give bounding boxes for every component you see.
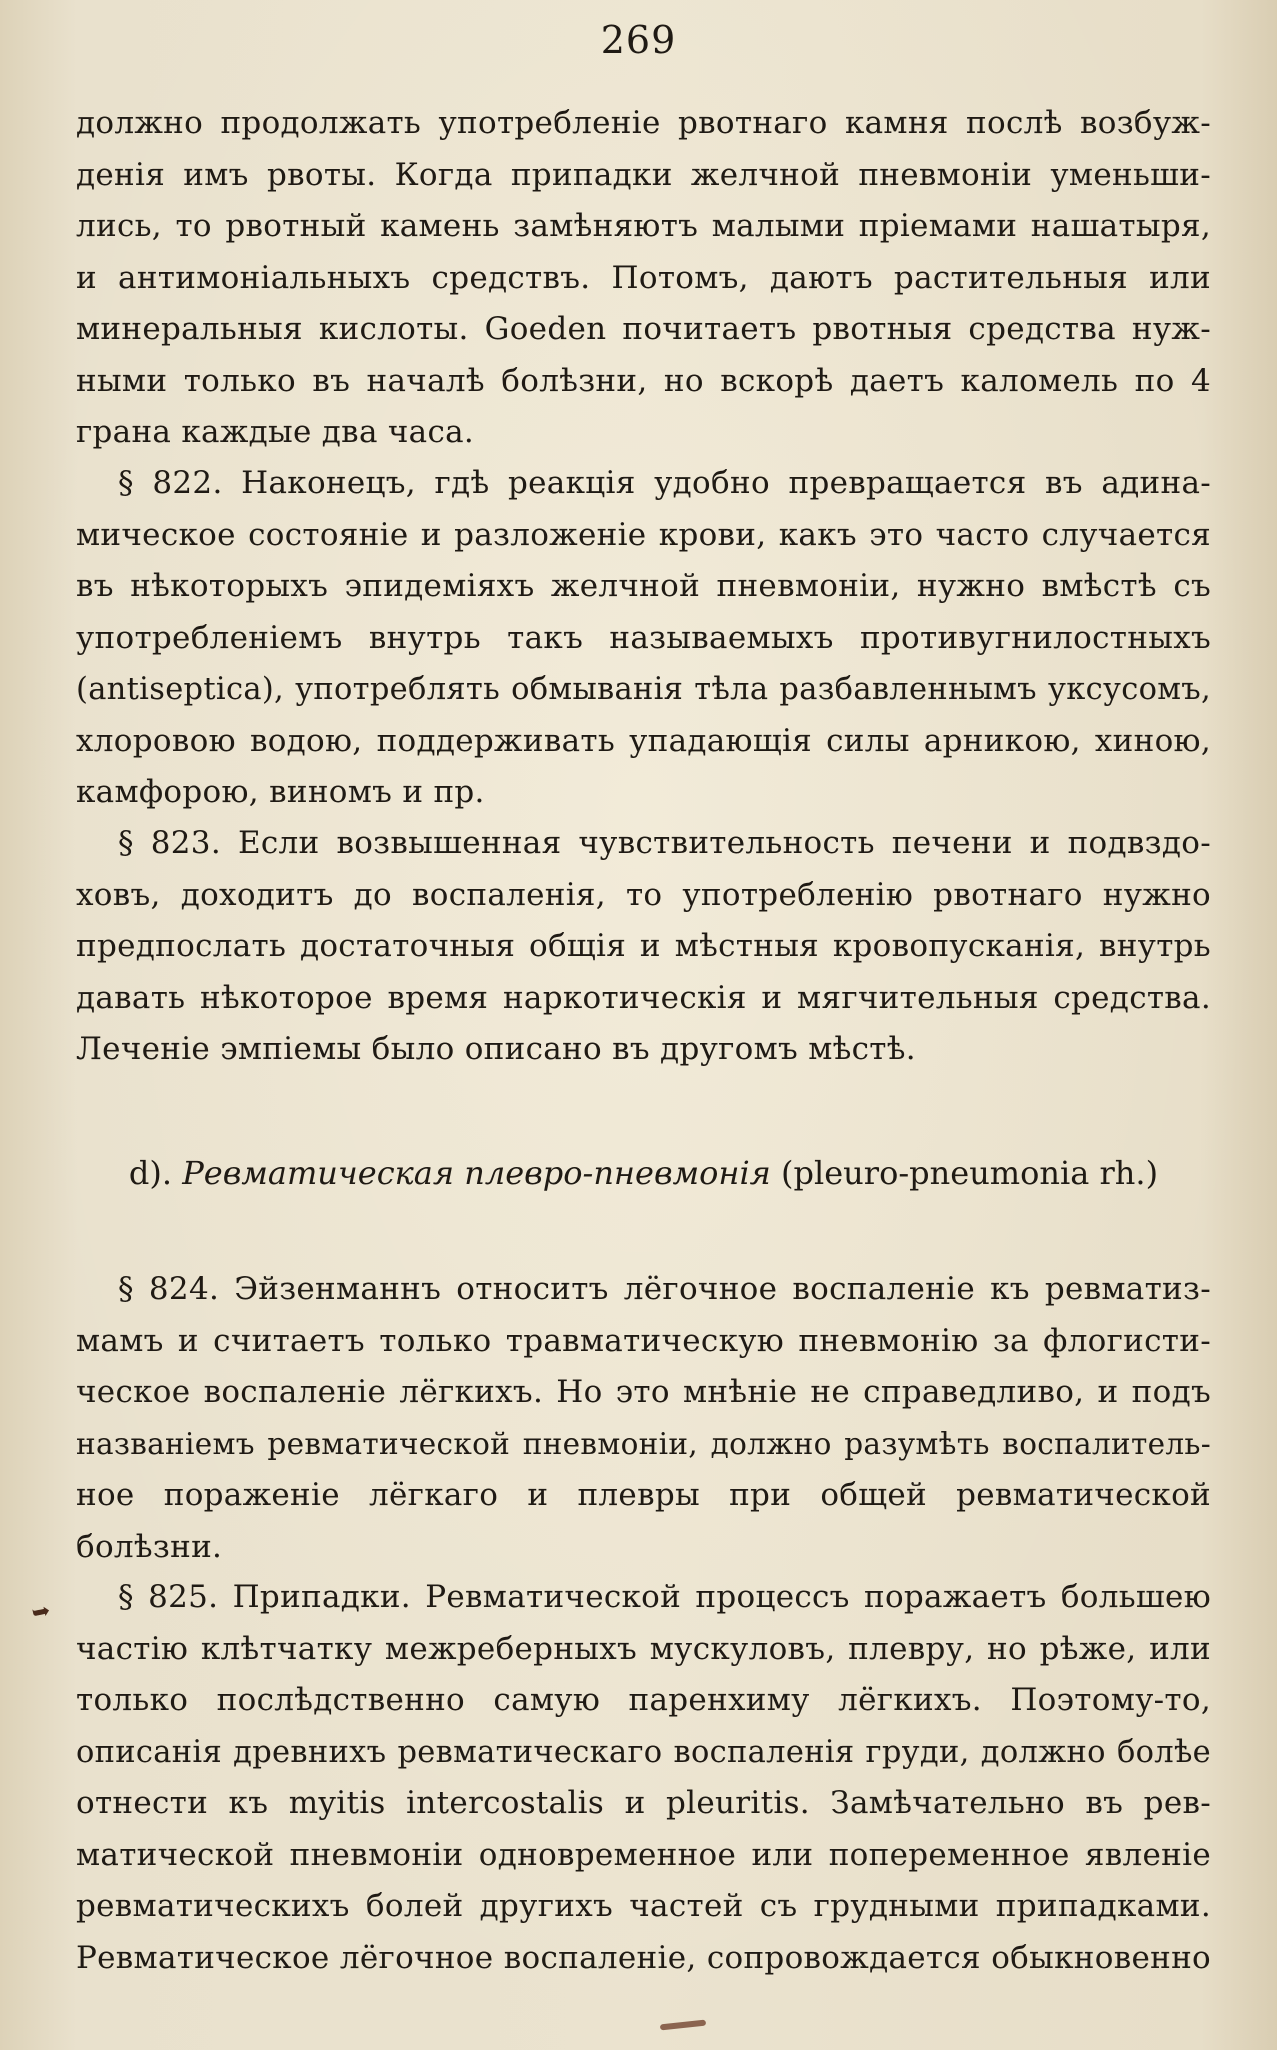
text-line: ческое воспаленіе лёгкихъ. Но это мнѣніе не справедливо, и подъ [76,1374,1211,1410]
margin-mark-icon: ➥ [29,1598,53,1627]
heading-latin: (pleuro-pneumonia rh.) [781,1154,1159,1192]
text-line: § 825. Припадки. Ревматической процессъ поражаетъ большею [118,1579,1211,1615]
text-line: § 824. Эйзенманнъ относитъ лёгочное воспаленіе къ ревматиз- [118,1271,1211,1307]
text-line: мамъ и считаетъ только травматическую пневмонію за флогисти- [76,1322,1211,1359]
text-line: ревматическихъ болей другихъ частей съ грудными припадками. [76,1888,1211,1924]
paragraph-824 [76,1264,1211,1573]
text-line: § 822. Наконецъ, гдѣ реакція удобно превращается въ адина- [118,465,1211,501]
text-line: должно продолжать употребленіе рвотнаго камня послѣ возбуж- [76,105,1211,141]
text-line: частію клѣтчатку межреберныхъ мускуловъ, плевру, но рѣже, или [76,1630,1211,1667]
paragraph-continued [76,98,1211,459]
paragraph-823 [76,818,1211,1076]
heading-prefix: d). [128,1154,173,1192]
text-line: отнести къ myitis intercostalis и pleuritis. Замѣчательно въ рев- [76,1785,1211,1821]
section-heading [76,1148,1211,1198]
text-line: давать нѣкоторое время наркотическія и мягчительныя средства. [76,979,1211,1016]
text-line: названіемъ ревматической пневмоніи, должно разумѣть воспалитель- [76,1426,1211,1461]
text-line: (antiseptica), употреблять обмыванія тѣла разбавленнымъ уксусомъ, [76,672,1211,707]
ink-smudge [660,2020,706,2031]
text-line: минеральныя кислоты. Goeden почитаетъ рвотныя средства нуж- [76,311,1211,347]
text-line: денія имъ рвоты. Когда припадки желчной пневмоніи уменьши- [76,156,1211,193]
text-line: и антимоніальныхъ средствъ. Потомъ, даютъ растительныя или [76,259,1211,296]
page-number: 269 [600,18,677,62]
text-line: описанія древнихъ ревматическаго воспаленія груди, должно болѣе [76,1734,1211,1770]
text-line: грана каждые два часа. [76,414,475,450]
text-line: ными только въ началѣ болѣзни, но вскорѣ даетъ каломель по 4 [76,362,1211,399]
text-line: камфорою, виномъ и пр. [76,774,485,810]
heading-title: Ревматическая плевро-пневмонія [182,1154,771,1192]
text-line: Леченіе эмпіемы было описано въ другомъ мѣстѣ. [76,1031,916,1067]
text-line: матической пневмоніи одновременное или попеременное явленіе [76,1836,1211,1873]
text-line: Ревматическое лёгочное воспаленіе, сопровождается обыкновенно [76,1939,1211,1976]
text-line: § 823. Если возвышенная чувствительность печени и подвздо- [118,825,1211,861]
paragraph-822 [76,458,1211,819]
text-line: болѣзни. [76,1528,223,1565]
text-line: только послѣдственно самую паренхиму лёгкихъ. Поэтому-то, [76,1682,1211,1718]
text-line: мическое состояніе и разложеніе крови, какъ это часто случается [76,516,1211,553]
text-line: ховъ, доходитъ до воспаленія, то употребленію рвотнаго нужно [76,876,1211,913]
text-line: въ нѣкоторыхъ эпидеміяхъ желчной пневмоніи, нужно вмѣстѣ съ [76,568,1211,604]
text-line: ное пораженіе лёгкаго и плевры при общей ревматической [76,1477,1211,1513]
text-line: употребленіемъ внутрь такъ называемыхъ противугнилостныхъ [76,619,1211,656]
text-line: лись, то рвотный камень замѣняютъ малыми пріемами нашатыря, [76,208,1211,244]
text-line: хлоровою водою, поддерживать упадающія силы арникою, хиною, [76,722,1211,759]
text-line: предпослать достаточныя общія и мѣстныя кровопусканія, внутрь [76,928,1211,964]
paragraph-825 [76,1572,1211,1984]
